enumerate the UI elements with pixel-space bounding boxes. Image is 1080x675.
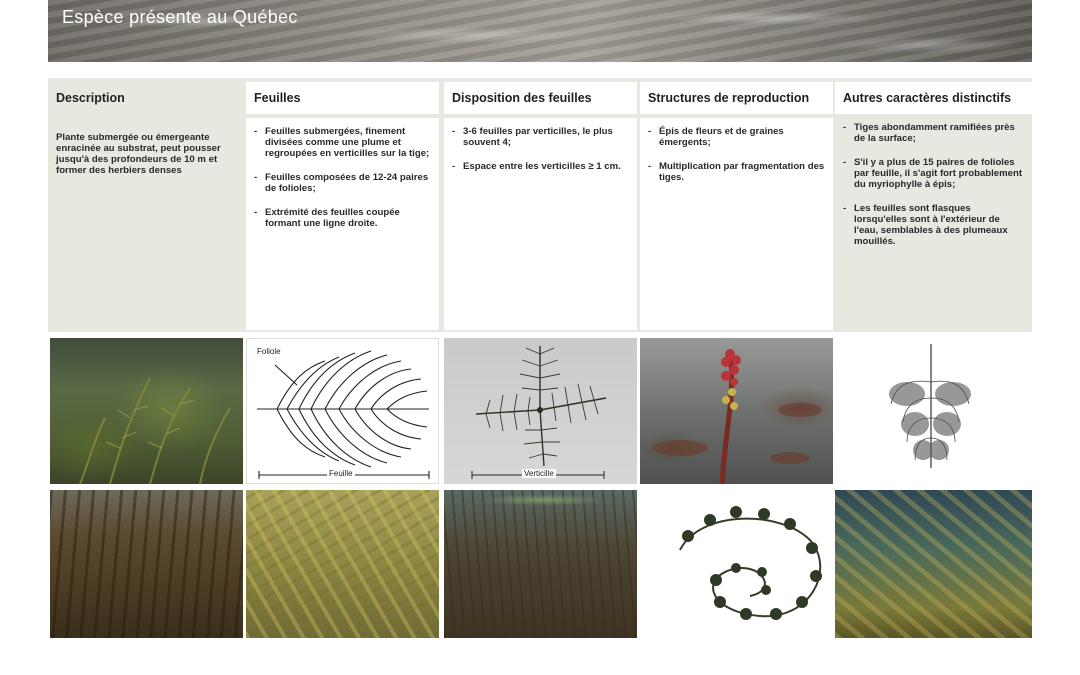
banner-divider	[48, 62, 1032, 65]
list-item: - Multiplication par fragmentation des tiges.	[648, 161, 825, 183]
column-body	[48, 118, 241, 330]
bullet-list	[254, 126, 431, 229]
list-item: - Tiges abondamment ramifiées près de la surface;	[843, 122, 1024, 144]
bullet-list	[452, 126, 629, 172]
feuille-label: Feuille	[329, 469, 353, 478]
column-heading: Structures de reproduction	[640, 82, 833, 114]
underwater-herbarium-photo	[50, 490, 243, 638]
list-item: - 3-6 feuilles par verticilles, le plus souvent 4;	[452, 126, 629, 148]
column-heading: Autres caractères distinctifs	[835, 82, 1032, 114]
column-body	[444, 118, 637, 330]
foliole-label: Foliole	[257, 347, 281, 356]
column-heading: Description	[48, 82, 241, 114]
list-item: - Épis de fleurs et de graines émergents;	[648, 126, 825, 148]
column-body	[640, 118, 833, 330]
list-item: - S'il y a plus de 15 paires de folioles par feuille, il s'agit fort probablement du myriophylle à épis;	[843, 157, 1024, 190]
column-reproduction	[640, 82, 833, 330]
column-description	[48, 82, 241, 330]
flower-spike-photo	[640, 338, 833, 484]
column-body	[246, 118, 439, 330]
banner-photo	[48, 0, 1032, 62]
list-item: - Extrémité des feuilles coupée formant une ligne droite.	[254, 207, 431, 229]
column-heading: Feuilles	[246, 82, 439, 114]
column-autres	[835, 82, 1032, 330]
stem-specimen-photo	[640, 490, 833, 638]
dense-bed-photo	[246, 490, 439, 638]
banner-subtitle: Espèce présente au Québec	[62, 7, 298, 27]
bullet-list	[843, 122, 1024, 247]
verticille-label: Verticille	[524, 469, 554, 478]
verticille-photo	[444, 338, 637, 484]
shallow-bed-photo	[444, 490, 637, 638]
column-body	[835, 114, 1032, 330]
column-disposition	[444, 82, 637, 330]
list-item: - Les feuilles sont flasques lorsqu'elles sont à l'extérieur de l'eau, semblables à des plumeaux mouillés.	[843, 203, 1024, 247]
description-text: Plante submergée ou émergeante enracinée au substrat, peut pousser jusqu'à des profondeurs de 10 m et former des herbiers denses	[56, 132, 221, 176]
plant-sketch	[835, 338, 1032, 484]
list-item: - Feuilles submergées, finement divisées comme une plume et regroupées en verticilles sur la tige;	[254, 126, 431, 159]
list-item: - Espace entre les verticilles ≥ 1 cm.	[452, 161, 629, 172]
list-item: - Feuilles composées de 12-24 paires de folioles;	[254, 172, 431, 194]
column-feuilles	[246, 82, 439, 330]
column-heading: Disposition des feuilles	[444, 82, 637, 114]
species-sheet	[48, 0, 1032, 640]
bullet-list	[648, 126, 825, 183]
leaf-diagram	[246, 338, 439, 484]
underwater-photo	[50, 338, 243, 484]
submerged-bed-photo	[835, 490, 1032, 638]
